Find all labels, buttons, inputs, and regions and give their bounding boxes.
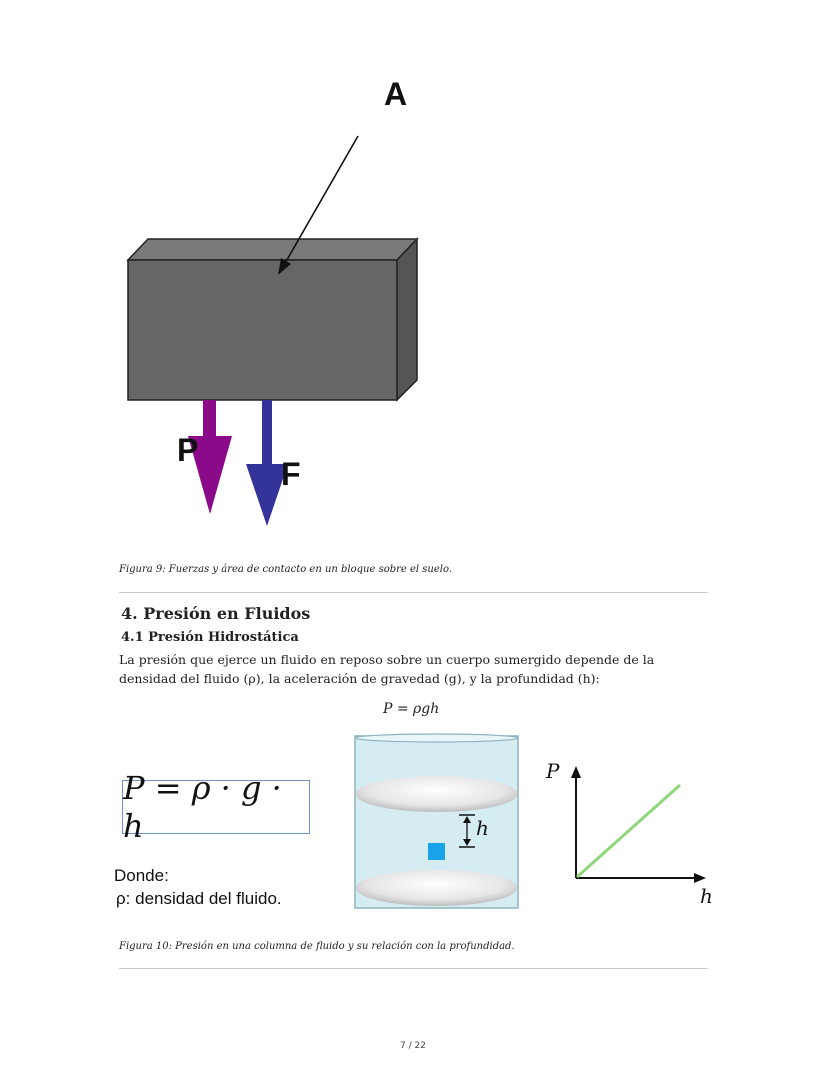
arrow-f-shaft [262,400,272,466]
label-a: A [384,76,408,112]
pressure-depth-graph [560,760,710,890]
block-top-face [128,239,417,260]
block-front-face [128,260,397,400]
axis-label-h-clip [700,884,713,912]
section-title: 4. Presión en Fluidos [121,604,311,623]
figure-10-caption: Figura 10: Presión en una columna de fluido y su relación con la profundidad. [119,941,515,952]
x-axis-arrowhead [694,873,706,883]
label-f: F [281,456,301,492]
arrow-p-shaft [203,400,216,438]
rho-description: ρ: densidad del fluido. [116,889,282,908]
block-side-face [397,239,417,400]
submerged-cube [428,843,445,860]
page-number: 7 / 22 [400,1041,426,1051]
caption-divider-2 [119,968,708,969]
axis-label-p: P [546,759,560,783]
section-paragraph: La presión que ejerce un fluido en reposo sobre un cuerpo sumergido depende de la densidad del fluido (ρ), la aceleración de gravedad (g), y la profundidad (h): [119,652,655,686]
subsection-title: 4.1 Presión Hidrostática [121,630,299,645]
label-p: P [177,432,199,468]
axis-label-h: h [700,884,713,908]
column-top-rim [355,734,518,742]
centered-formula: P = ρgh [383,701,440,717]
donde-label: Donde: [114,866,169,885]
pressure-line [577,785,680,877]
upper-disk [356,776,518,812]
caption-divider [119,592,708,593]
fluid-column-diagram [350,730,525,912]
figure-9-caption: Figura 9: Fuerzas y área de contacto en un bloque sobre el suelo. [119,564,453,575]
depth-label: h [476,816,489,840]
lower-disk [356,870,518,906]
boxed-formula: P = ρ · g · h [122,780,310,834]
y-axis-arrowhead [571,766,581,778]
figure-9-diagram [100,60,460,540]
